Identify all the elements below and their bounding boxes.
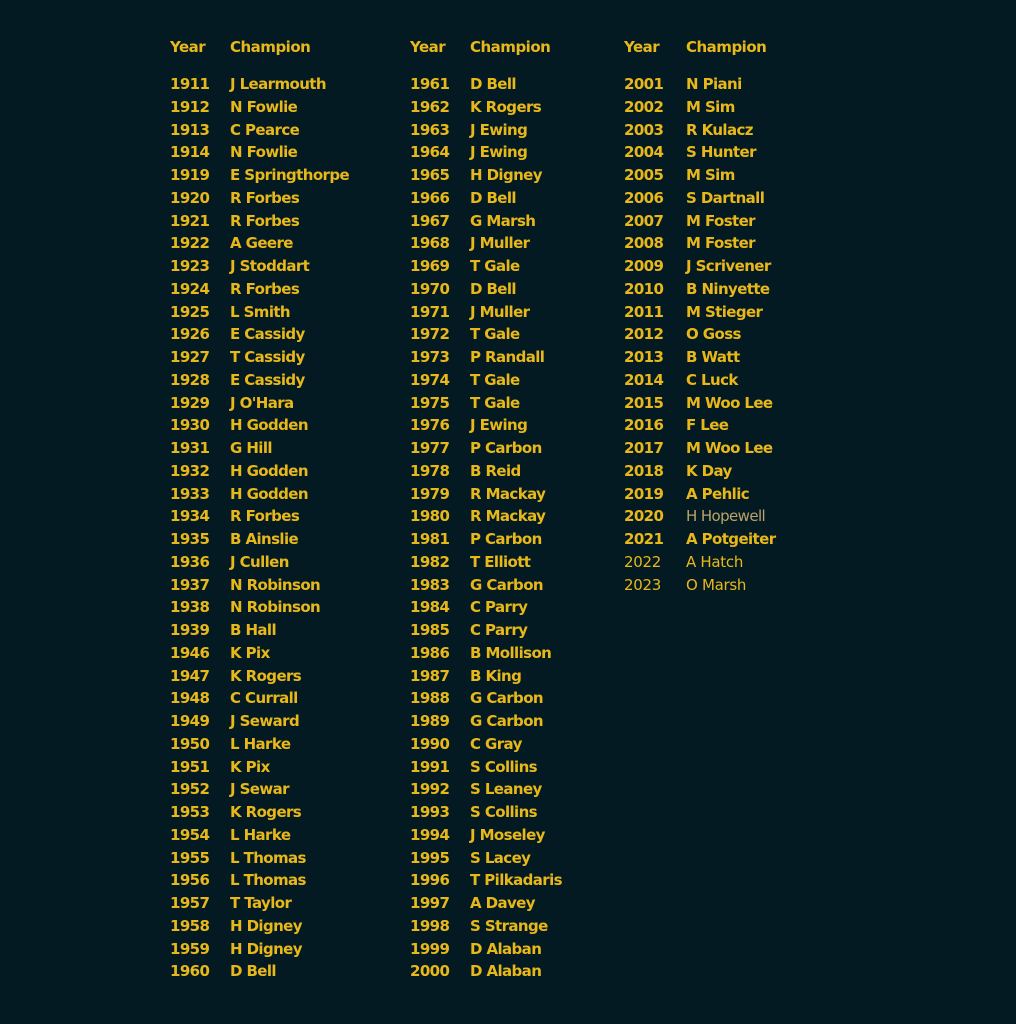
year-cell: 1975 (410, 393, 450, 412)
year-cell: 2004 (624, 143, 664, 162)
champion-cell: B Reid (470, 461, 521, 480)
champion-cell: O Marsh (686, 575, 747, 594)
year-cell: 1965 (410, 166, 450, 184)
champion-cell: B Mollison (470, 643, 552, 662)
year-cell: 1933 (170, 484, 210, 503)
champion-cell: H Digney (230, 916, 302, 935)
year-cell: 2023 (624, 575, 661, 594)
year-cell: 2010 (624, 279, 664, 298)
champion-cell: B Hall (230, 621, 277, 639)
champion-cell: K Day (686, 461, 732, 480)
year-cell: 1934 (170, 507, 210, 526)
champion-cell: S Dartnall (686, 188, 765, 207)
champion-cell: D Bell (470, 188, 516, 207)
champion-cell: K Pix (230, 643, 270, 662)
year-cell: 1984 (410, 598, 450, 617)
year-cell: 1973 (410, 348, 450, 366)
year-cell: 1974 (410, 370, 450, 389)
champion-cell: T Elliott (470, 552, 531, 571)
year-cell: 1936 (170, 552, 210, 571)
champion-cell: S Leaney (470, 780, 542, 799)
year-cell: 1914 (170, 143, 210, 162)
year-cell: 1911 (170, 75, 210, 93)
champion-cell: B Ainslie (230, 530, 299, 548)
champion-cell: S Collins (470, 803, 537, 821)
champion-cell: H Digney (470, 166, 542, 184)
year-cell: 1931 (170, 439, 210, 457)
year-cell: 1979 (410, 484, 450, 503)
champion-cell: T Gale (470, 393, 520, 412)
year-cell: 1947 (170, 666, 210, 685)
champion-cell: J Scrivener (686, 257, 771, 275)
champion-cell: E Cassidy (230, 370, 305, 389)
champion-cell: G Carbon (470, 689, 543, 708)
year-cell: 1999 (410, 939, 450, 958)
year-cell: 2003 (624, 120, 664, 139)
champion-header: Champion (470, 38, 551, 56)
year-header: Year (170, 38, 206, 56)
year-cell: 1946 (170, 643, 210, 662)
champion-cell: E Springthorpe (230, 166, 350, 184)
year-cell: 1958 (170, 916, 210, 935)
champion-cell: R Mackay (470, 507, 546, 526)
year-cell: 1967 (410, 211, 450, 230)
year-cell: 1968 (410, 234, 450, 253)
champion-cell: C Currall (230, 689, 298, 708)
year-cell: 1962 (410, 97, 450, 116)
year-cell: 2018 (624, 461, 664, 480)
champion-cell: G Marsh (470, 211, 536, 230)
year-cell: 1950 (170, 734, 210, 753)
year-cell: 2007 (624, 211, 664, 230)
year-cell: 1922 (170, 234, 210, 253)
champion-cell: K Rogers (470, 97, 542, 116)
champion-cell: T Gale (470, 370, 520, 389)
year-cell: 1954 (170, 825, 210, 844)
year-cell: 1963 (410, 120, 450, 139)
year-cell: 2015 (624, 393, 664, 412)
champion-cell: T Taylor (230, 894, 292, 912)
champion-header: Champion (686, 38, 767, 56)
champion-cell: H Godden (230, 461, 308, 480)
champion-cell: A Davey (470, 894, 535, 912)
year-cell: 1964 (410, 143, 450, 162)
year-cell: 1952 (170, 780, 210, 799)
champion-cell: J Sewar (230, 780, 289, 799)
champion-cell: R Forbes (230, 211, 300, 230)
year-cell: 1960 (170, 962, 210, 981)
champion-cell: J Ewing (470, 143, 528, 162)
champion-cell: P Carbon (470, 439, 542, 457)
year-cell: 1926 (170, 325, 210, 344)
year-cell: 2000 (410, 962, 450, 981)
year-cell: 1935 (170, 530, 210, 548)
year-cell: 1953 (170, 803, 210, 821)
year-cell: 2022 (624, 552, 661, 571)
year-cell: 1994 (410, 825, 450, 844)
year-cell: 1923 (170, 257, 210, 275)
champion-cell: S Collins (470, 757, 537, 776)
year-cell: 2019 (624, 484, 664, 503)
champion-cell: H Godden (230, 484, 308, 503)
year-cell: 1982 (410, 552, 450, 571)
champion-cell: K Rogers (230, 666, 302, 685)
champion-cell: M Woo Lee (686, 439, 773, 457)
year-cell: 1928 (170, 370, 210, 389)
year-cell: 2011 (624, 302, 664, 321)
champion-cell: J Ewing (470, 120, 528, 139)
year-cell: 1919 (170, 166, 210, 184)
year-cell: 2017 (624, 439, 664, 457)
year-cell: 1939 (170, 621, 210, 639)
year-cell: 1990 (410, 734, 450, 753)
champion-cell: K Rogers (230, 803, 302, 821)
year-cell: 1987 (410, 666, 450, 685)
year-cell: 1913 (170, 120, 210, 139)
champion-cell: J Moseley (470, 825, 545, 844)
year-cell: 1932 (170, 461, 210, 480)
year-cell: 1937 (170, 575, 210, 594)
year-cell: 1978 (410, 461, 450, 480)
champion-cell: H Hopewell (686, 507, 766, 526)
year-cell: 1976 (410, 416, 450, 435)
champion-cell: N Robinson (230, 575, 321, 594)
year-cell: 1991 (410, 757, 450, 776)
champion-cell: S Hunter (686, 143, 756, 162)
year-cell: 1992 (410, 780, 450, 799)
champion-cell: J Muller (470, 302, 530, 321)
champion-cell: T Pilkadaris (470, 871, 562, 890)
champion-cell: N Fowlie (230, 97, 298, 116)
year-cell: 1985 (410, 621, 450, 639)
year-cell: 2020 (624, 507, 664, 526)
year-cell: 1983 (410, 575, 450, 594)
champion-cell: R Kulacz (686, 120, 753, 139)
champion-cell: R Forbes (230, 188, 300, 207)
champion-cell: M Stieger (686, 302, 763, 321)
year-cell: 2008 (624, 234, 664, 253)
champion-cell: G Carbon (470, 575, 543, 594)
year-cell: 1981 (410, 530, 450, 548)
year-cell: 1989 (410, 712, 450, 730)
champion-cell: M Sim (686, 97, 735, 116)
champion-cell: L Thomas (230, 848, 306, 867)
year-cell: 2012 (624, 325, 664, 344)
champion-cell: R Mackay (470, 484, 546, 503)
champion-cell: S Lacey (470, 848, 531, 867)
year-cell: 2014 (624, 370, 664, 389)
champion-cell: E Cassidy (230, 325, 305, 344)
champion-cell: P Carbon (470, 530, 542, 548)
year-cell: 2005 (624, 166, 664, 184)
year-cell: 1930 (170, 416, 210, 435)
champion-cell: P Randall (470, 348, 545, 366)
champion-cell: T Gale (470, 257, 520, 275)
champion-cell: D Bell (230, 962, 276, 981)
champion-cell: J Muller (470, 234, 530, 253)
year-cell: 1948 (170, 689, 210, 708)
champion-cell: T Gale (470, 325, 520, 344)
champion-cell: G Carbon (470, 712, 543, 730)
year-cell: 1920 (170, 188, 210, 207)
champion-cell: J Learmouth (230, 75, 326, 93)
champion-cell: M Sim (686, 166, 735, 184)
champion-cell: A Hatch (686, 552, 744, 571)
champion-header: Champion (230, 38, 311, 56)
champion-cell: D Alaban (470, 939, 542, 958)
year-cell: 2021 (624, 530, 664, 548)
year-cell: 1988 (410, 689, 450, 708)
year-cell: 1970 (410, 279, 450, 298)
year-header: Year (410, 38, 446, 56)
champion-cell: C Parry (470, 621, 528, 639)
year-cell: 1956 (170, 871, 210, 890)
year-cell: 2009 (624, 257, 664, 275)
year-cell: 1969 (410, 257, 450, 275)
year-cell: 1921 (170, 211, 210, 230)
year-cell: 1998 (410, 916, 450, 935)
year-cell: 1977 (410, 439, 450, 457)
champion-cell: N Fowlie (230, 143, 298, 162)
year-cell: 1972 (410, 325, 450, 344)
champion-cell: N Robinson (230, 598, 321, 617)
champion-cell: M Woo Lee (686, 393, 773, 412)
year-cell: 2006 (624, 188, 664, 207)
year-cell: 1938 (170, 598, 210, 617)
champion-cell: L Smith (230, 302, 291, 321)
year-cell: 1995 (410, 848, 450, 867)
champion-cell: S Strange (470, 916, 548, 935)
champion-cell: J Ewing (470, 416, 528, 435)
champion-cell: C Parry (470, 598, 528, 617)
champion-cell: O Goss (686, 325, 741, 344)
year-cell: 1959 (170, 939, 210, 958)
champion-cell: L Harke (230, 825, 291, 844)
champion-cell: D Bell (470, 279, 516, 298)
year-cell: 1925 (170, 302, 210, 321)
champion-cell: H Digney (230, 939, 302, 958)
champion-cell: T Cassidy (230, 348, 305, 366)
year-header: Year (624, 38, 660, 56)
year-cell: 1912 (170, 97, 210, 116)
champion-cell: L Thomas (230, 871, 306, 890)
champion-cell: M Foster (686, 234, 755, 253)
champion-cell: F Lee (686, 416, 729, 435)
champion-cell: C Gray (470, 734, 522, 753)
champion-cell: C Luck (686, 370, 738, 389)
champion-cell: C Pearce (230, 120, 300, 139)
year-cell: 1927 (170, 348, 210, 366)
year-cell: 1961 (410, 75, 450, 93)
champion-cell: N Piani (686, 75, 742, 93)
year-cell: 2002 (624, 97, 664, 116)
champion-cell: B King (470, 666, 522, 685)
champion-cell: L Harke (230, 734, 291, 753)
year-cell: 1949 (170, 712, 210, 730)
champion-cell: D Alaban (470, 962, 542, 981)
champion-cell: J Seward (230, 712, 300, 730)
champion-cell: G Hill (230, 439, 272, 457)
year-cell: 1951 (170, 757, 210, 776)
champion-cell: B Ninyette (686, 279, 770, 298)
champion-cell: J O'Hara (230, 393, 294, 412)
year-cell: 1929 (170, 393, 210, 412)
champion-cell: M Foster (686, 211, 755, 230)
year-cell: 1966 (410, 188, 450, 207)
champion-cell: K Pix (230, 757, 270, 776)
year-cell: 1957 (170, 894, 210, 912)
year-cell: 2013 (624, 348, 664, 366)
year-cell: 1996 (410, 871, 450, 890)
year-cell: 1986 (410, 643, 450, 662)
champion-cell: A Potgeiter (686, 530, 776, 548)
champion-cell: D Bell (470, 75, 516, 93)
champion-cell: R Forbes (230, 279, 300, 298)
year-cell: 1980 (410, 507, 450, 526)
year-cell: 1997 (410, 894, 450, 912)
champion-cell: H Godden (230, 416, 308, 435)
champion-cell: R Forbes (230, 507, 300, 526)
champion-cell: J Stoddart (230, 257, 310, 275)
champion-cell: J Cullen (230, 552, 289, 571)
year-cell: 2001 (624, 75, 664, 93)
champion-cell: A Geere (230, 234, 293, 253)
year-cell: 1971 (410, 302, 450, 321)
year-cell: 2016 (624, 416, 664, 435)
champion-cell: B Watt (686, 348, 740, 366)
year-cell: 1924 (170, 279, 210, 298)
year-cell: 1993 (410, 803, 450, 821)
year-cell: 1955 (170, 848, 210, 867)
champion-cell: A Pehlic (686, 484, 750, 503)
